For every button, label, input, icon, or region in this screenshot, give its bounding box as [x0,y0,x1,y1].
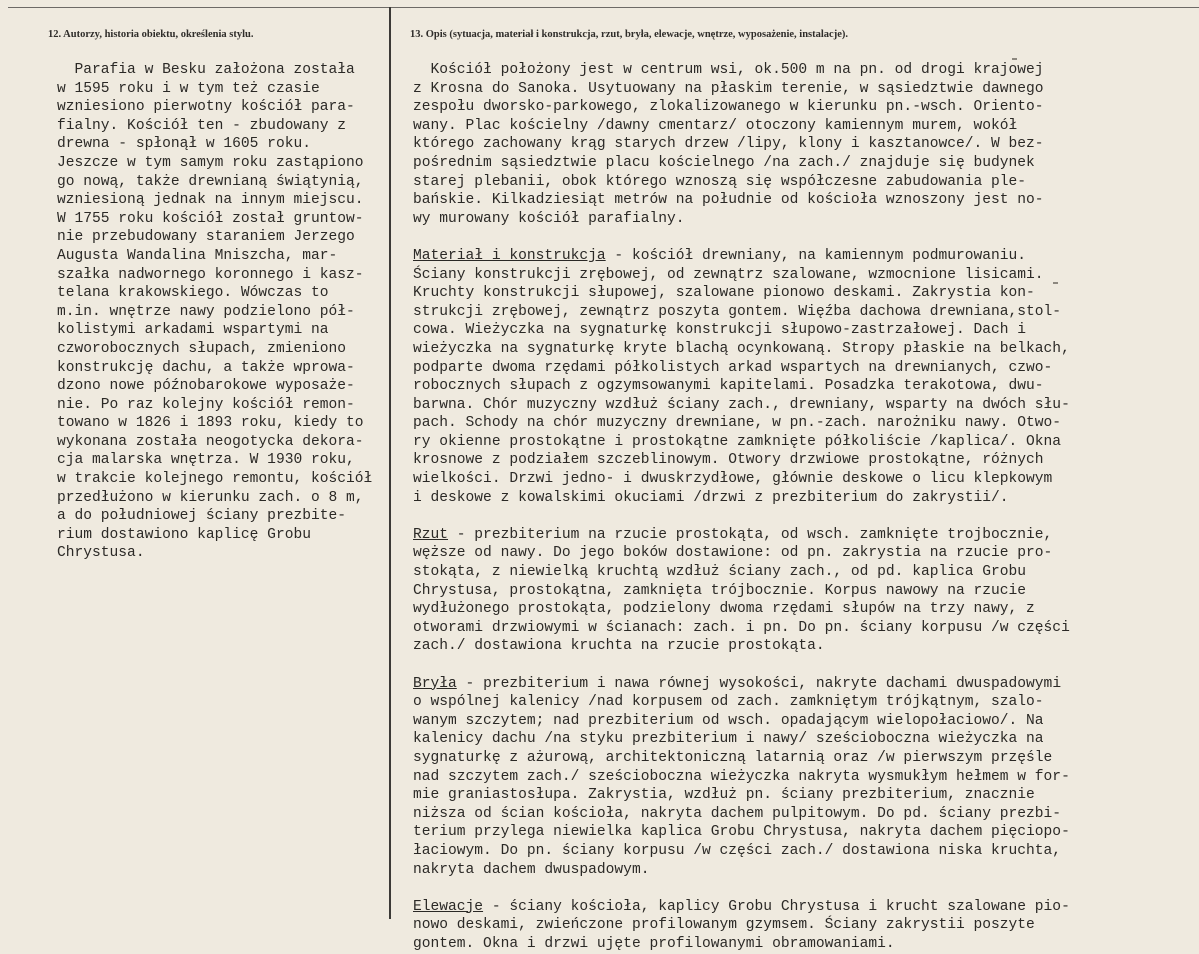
description-text-line: zespołu dworsko-parkowego, zlokalizowanego w kierunku pn.-wsch. Oriento- [413,99,1044,116]
description-text-line: cowa. Wieżyczka na sygnaturkę konstrukcji słupowo-zastrzałowej. Dach i [413,322,1027,339]
description-text-line: węższe od nawy. Do jego boków dostawione: od pn. zakrystia na rzucie pro- [413,545,1053,562]
typewriter-mark [1012,58,1017,60]
history-text-line: w 1595 roku i w tym też czasie [57,80,320,97]
section-heading: Materiał i konstrukcja [413,247,606,264]
description-column [413,61,1070,954]
section-heading: Rzut [413,526,449,543]
section-12-header: 12. Autorzy, historia obiektu, określenia stylu. [48,29,254,40]
section-heading-rest: - prezbiterium na rzucie prostokąta, od wsch. zamknięte trojbocznie, [448,526,1053,543]
history-text-line: dzono nowe późnobarokowe wyposaże- [57,378,355,395]
description-text-line: o wspólnej kalenicy /nad korpusem od zach. zamkniętym trójkątnym, szalo- [413,694,1044,711]
section-heading: Bryła [413,675,457,692]
section-13-header: 13. Opis (sytuacja, materiał i konstrukcja, rzut, bryła, elewacje, wnętrze, wyposażenie, instalacje). [410,29,849,40]
history-text-line: nie przebudowany staraniem Jerzego [57,229,355,246]
description-text-line: stokąta, z niewielką kruchtą wzdłuż ściany zach., od pd. kaplica Grobu [413,564,1027,581]
description-text-line: zach./ dostawiona kruchta na rzucie prostokąta. [413,638,825,655]
history-text-line: wzniesioną jednak na innym miejscu. [57,192,364,209]
description-text-line: Kościół położony jest w centrum wsi, ok.500 m na pn. od drogi krajowej [413,62,1044,78]
history-text-line: Parafia w Besku założona została [57,62,355,78]
history-text-line: W 1755 roku kościół został gruntow- [57,210,364,227]
description-text-line: łaciowym. Do pn. ściany korpusu /w części zach./ dostawiona niska kruchta, [413,842,1062,859]
description-text-line: bańskie. Kilkadziesiąt metrów na południe od kościoła wznoszony jest no- [413,192,1044,209]
description-text-line: otworami drzwiowymi w ścianach: zach. i pn. Do pn. ściany korpusu /w części [413,619,1070,636]
description-text-line: wany. Plac kościelny /dawny cmentarz/ otoczony kamiennym murem, wokół [413,117,1018,134]
history-text-line: kolistymi arkadami wspartymi na [57,322,329,339]
section-heading-rest: - ściany kościoła, kaplicy Grobu Chrystusa i krucht szalowane pio- [483,898,1070,915]
section-heading: Elewacje [413,898,484,915]
section-heading-rest: - prezbiterium i nawa równej wysokości, nakryte dachami dwuspadowymi [456,675,1062,692]
history-text-line: wzniesiono pierwotny kościół para- [57,99,355,116]
description-text-line: robocznych słupach z ogzymsowanymi kapitelami. Posadzka terakotowa, dwu- [413,378,1044,395]
description-text-line: Ściany konstrukcji zrębowej, od zewnątrz szalowane, wzmocnione lisicami. [413,266,1044,283]
history-text-line: towano w 1826 i 1893 roku, kiedy to [57,415,364,432]
description-text-line: nakryta dachem dwuspadowym. [413,861,650,878]
section-heading-line [413,675,1070,694]
paragraph-gap [413,879,1070,898]
description-text-line: wieżyczka na sygnaturkę kryte blachą ocynkowaną. Stropy płaskie na belkach, [413,340,1070,357]
history-text-line: cja malarska wnętrza. W 1930 roku, [57,452,355,469]
description-text-line: gontem. Okna i drzwi ujęte profilowanymi obramowaniami. [413,935,895,952]
history-text-line: w trakcie kolejnego remontu, kościół [57,471,373,488]
description-text-line: którego zachowany krąg starych drzew /lipy, klony i kasztanowce/. W bez- [413,136,1044,153]
history-column [57,61,372,563]
paragraph-gap [413,228,1070,247]
history-text-line: Augusta Wandalina Mniszcha, mar- [57,247,338,264]
description-text-line: wanym szczytem; nad prezbiterium od wsch. opadającym wielopołaciowo/. Na [413,712,1044,729]
history-text-line: rium dostawiono kaplicę Grobu [57,526,311,543]
description-text-line: wy murowany kościół parafialny. [413,210,685,227]
top-border-line [8,7,1199,8]
history-text-line: szałka nadwornego koronnego i kasz- [57,266,364,283]
history-text-line: Chrystusa. [57,545,145,562]
description-text-line: Chrystusa, prostokątna, zamknięta trójbocznie. Korpus nawowy na rzucie [413,582,1027,599]
description-text-line: pach. Schody na chór muzyczny drewniane, w pn.-zach. narożniku nawy. Otwo- [413,415,1062,432]
description-text-line: i deskowe z kowalskimi okuciami /drzwi z prezbiterium do zakrystii/. [413,489,1009,506]
description-text-line: strukcji zrębowej, zewnątrz poszyta gontem. Więźba dachowa drewniana,stol- [413,303,1062,320]
description-text-line: z Krosna do Sanoka. Usytuowany na płaskim terenie, w sąsiedztwie dawnego [413,80,1044,97]
history-text-line: czworobocznych słupach, zmieniono [57,340,347,357]
history-text-line: drewna - spłonął w 1605 roku. [57,136,311,153]
history-text-line: m.in. wnętrze nawy podzielono pół- [57,303,355,320]
history-text-line: go nową, także drewnianą świątynią, [57,173,364,190]
history-text-line: przedłużono w kierunku zach. o 8 m, [57,489,364,506]
typewriter-mark [1053,282,1058,284]
description-text-line: mie graniastosłupa. Zakrystia, wzdłuż pn. ściany prezbiterium, znacznie [413,787,1035,804]
description-text-line: krosnowe z podziałem szczeblinowym. Otwory drzwiowe prostokątne, różnych [413,452,1044,469]
history-text-line: telana krakowskiego. Wówczas to [57,285,329,302]
section-heading-rest: - kościół drewniany, na kamiennym podmurowaniu. [605,247,1027,264]
paragraph-gap [413,507,1070,526]
description-text-line: ry okienne prostokątne i prostokątne zamknięte półkoliście /kaplica/. Okna [413,433,1062,450]
history-text-line: konstrukcję dachu, a także wprowa- [57,359,355,376]
description-text-line: nowo deskami, zwieńczone profilowanym gzymsem. Ściany zakrystii poszyte [413,917,1035,934]
description-text-line: starej plebanii, obok którego wznoszą się współczesne zabudowania ple- [413,173,1027,190]
description-text-line: podparte dwoma rzędami półkolistych arkad wspartych na drewnianych, czwo- [413,359,1053,376]
description-text-line: sygnaturkę z ażurową, architektoniczną latarnią oraz /w pierwszym przęśle [413,749,1053,766]
description-text-line: Kruchty konstrukcji słupowej, szalowane pionowo deskami. Zakrystia kon- [413,285,1035,302]
description-text-line: terium przylega niewielka kaplica Grobu Chrystusa, nakryta dachem pięciopo- [413,824,1070,841]
description-text-line: wielkości. Drzwi jedno- i dwuskrzydłowe, głównie deskowe o licu klepkowym [413,471,1053,488]
section-heading-line [413,898,1070,917]
history-text-line: a do południowej ściany prezbite- [57,508,347,525]
description-text-line: niższa od ścian kościoła, nakryta dachem pulpitowym. Do pd. ściany prezbi- [413,805,1062,822]
description-text-line: pośrednim sąsiedztwie placu kościelnego /na zach./ znajduje się budynek [413,154,1035,171]
description-text-line: wydłużonego prostokąta, podzielony dwoma rzędami słupów na trzy nawy, z [413,601,1035,618]
section-heading-line [413,247,1070,266]
description-text-line: kalenicy dachu /na styku prezbiterium i nawy/ sześcioboczna wieżyczka na [413,731,1044,748]
history-text-line: wykonana została neogotycka dekora- [57,433,364,450]
column-divider [389,7,391,919]
history-text-line: Jeszcze w tym samym roku zastąpiono [57,154,364,171]
history-text-line: fialny. Kościół ten - zbudowany z [57,117,347,134]
history-text-line: nie. Po raz kolejny kościół remon- [57,396,355,413]
paragraph-gap [413,656,1070,675]
description-text-line: nad szczytem zach./ sześcioboczna wieżyczka nakryta wysmukłym hełmem w for- [413,768,1070,785]
description-text-line: barwna. Chór muzyczny wzdłuż ściany zach., drewniany, wsparty na dwóch słu- [413,396,1070,413]
section-heading-line [413,526,1070,545]
